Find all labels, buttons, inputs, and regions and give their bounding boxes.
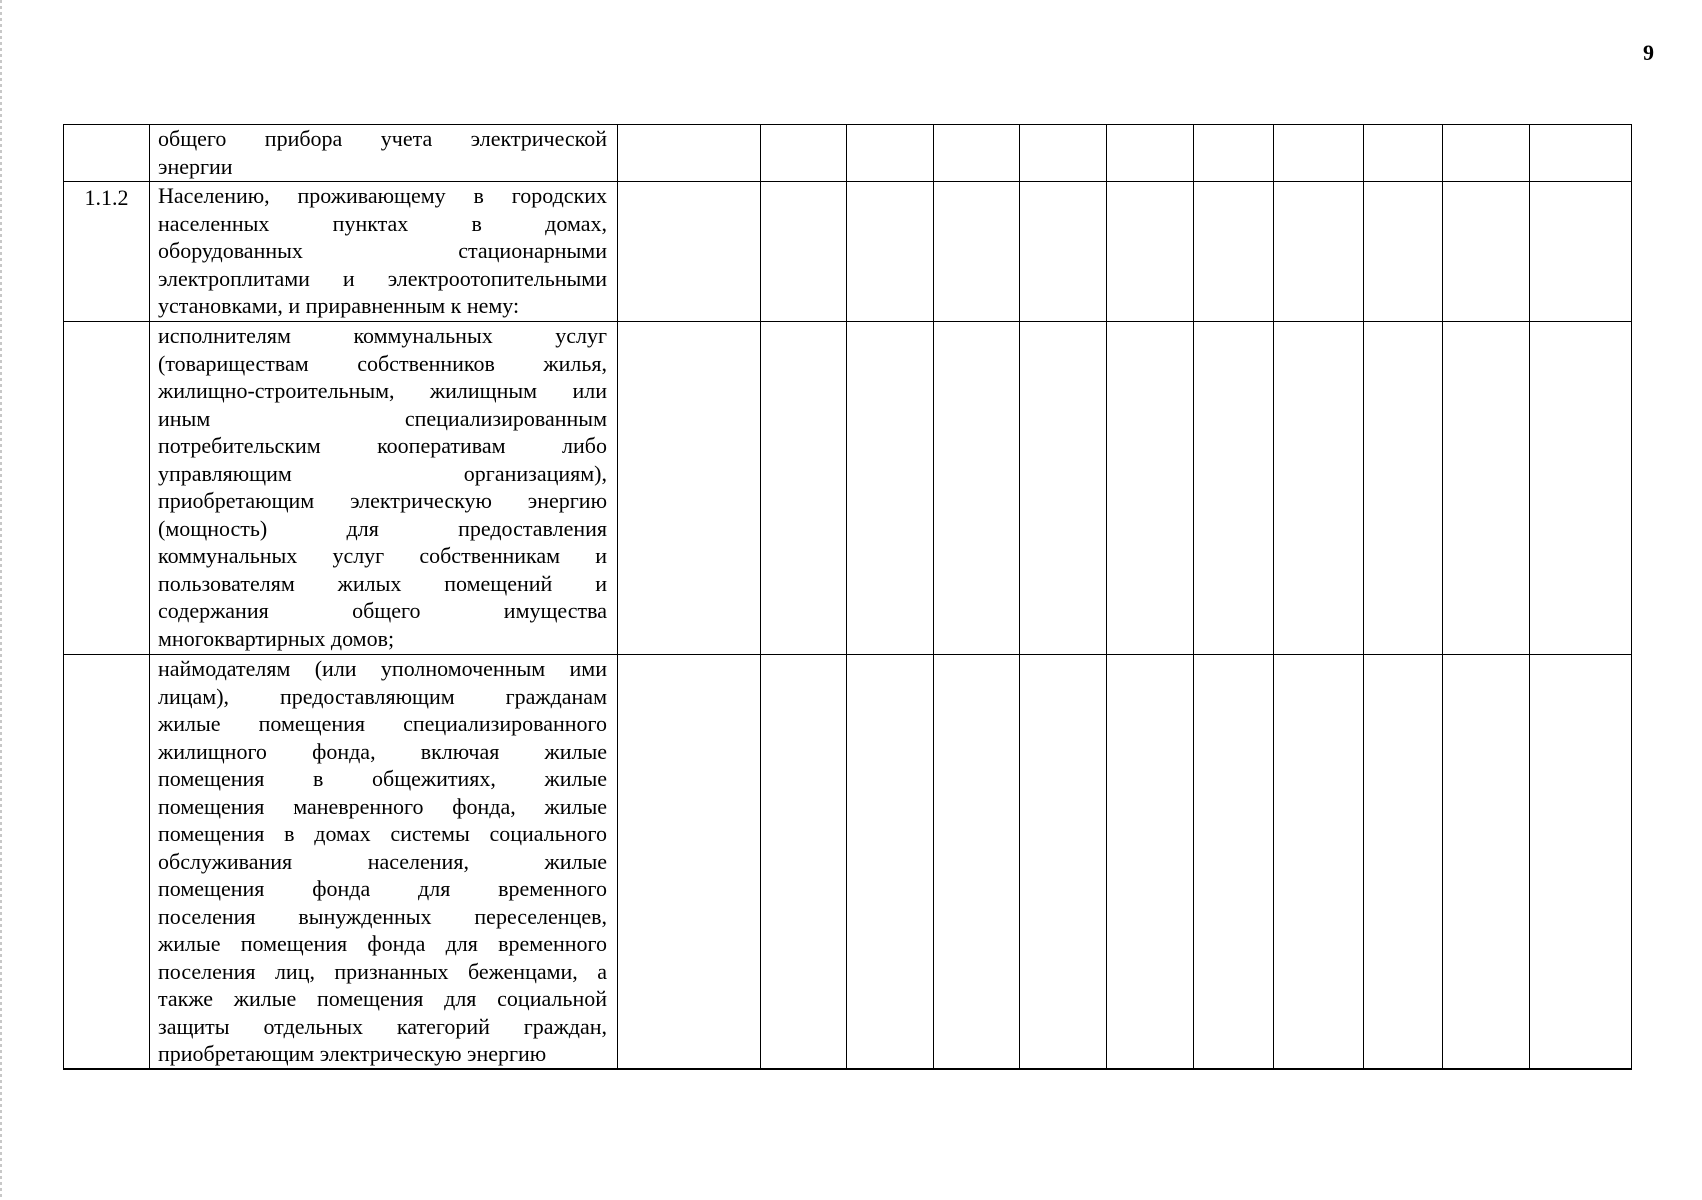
empty-value-cell (1194, 182, 1274, 322)
description-line: Населению, проживающему в городских (158, 183, 607, 208)
tariff-table (63, 124, 1632, 1070)
empty-value-cell (1274, 182, 1364, 322)
empty-value-cell (847, 655, 934, 1069)
description-line: коммунальных услуг собственникам и (158, 543, 607, 568)
empty-value-cell (1274, 125, 1364, 182)
empty-value-cell (618, 182, 761, 322)
description-line: наймодателям (или уполномоченным ими (158, 656, 607, 681)
description-line: оборудованных стационарными (158, 238, 607, 263)
empty-value-cell (1530, 655, 1632, 1069)
empty-value-cell (1107, 655, 1194, 1069)
description-line: обслуживания населения, жилые (158, 848, 607, 874)
description-line: приобретающим электрическую энергию (158, 488, 607, 513)
description-line: населенных пунктах в домах, (158, 210, 607, 236)
row-description-cell (150, 182, 618, 322)
scan-edge (0, 0, 2, 1200)
description-line: помещения маневренного фонда, жилые (158, 793, 607, 819)
empty-value-cell (1364, 182, 1443, 322)
description-line: жилые помещения фонда для временного (158, 931, 607, 956)
empty-value-cell (1020, 182, 1107, 322)
empty-value-cell (1274, 655, 1364, 1069)
description-line: общего прибора учета электрической (158, 126, 607, 151)
description-line: помещения в общежитиях, жилые (158, 766, 607, 791)
empty-value-cell (1364, 322, 1443, 655)
table-row (64, 322, 1632, 655)
description-line: помещения фонда для временного (158, 876, 607, 901)
empty-value-cell (1443, 182, 1530, 322)
description-line: приобретающим электрическую энергию (158, 1041, 547, 1066)
empty-value-cell (618, 322, 761, 655)
empty-value-cell (1443, 655, 1530, 1069)
description-line: помещения в домах системы социального (158, 821, 607, 846)
empty-value-cell (761, 322, 847, 655)
description-line: (товариществам собственников жилья, (158, 350, 607, 376)
empty-value-cell (847, 322, 934, 655)
empty-value-cell (761, 655, 847, 1069)
row-number-cell (64, 125, 150, 182)
description-line: многоквартирных домов; (158, 625, 395, 651)
empty-value-cell (1107, 125, 1194, 182)
empty-value-cell (1530, 322, 1632, 655)
description-line: пользователям жилых помещений и (158, 570, 607, 596)
empty-value-cell (1274, 322, 1364, 655)
description-line: энергии (158, 153, 233, 179)
table-row (64, 182, 1632, 322)
empty-value-cell (1364, 655, 1443, 1069)
description-line: электроплитами и электроотопительными (158, 265, 607, 291)
description-line: исполнителям коммунальных услуг (158, 323, 607, 348)
description-line: поселения вынужденных переселенцев, (158, 903, 607, 929)
empty-value-cell (618, 125, 761, 182)
empty-value-cell (1364, 125, 1443, 182)
empty-value-cell (1530, 182, 1632, 322)
empty-value-cell (934, 322, 1020, 655)
description-line: поселения лиц, признанных беженцами, а (158, 958, 607, 984)
description-line: лицам), предоставляющим гражданам (158, 683, 607, 709)
empty-value-cell (1107, 182, 1194, 322)
empty-value-cell (1194, 655, 1274, 1069)
empty-value-cell (847, 182, 934, 322)
description-line: (мощность) для предоставления (158, 515, 607, 541)
empty-value-cell (618, 655, 761, 1069)
empty-value-cell (1107, 322, 1194, 655)
row-description-cell (150, 322, 618, 655)
description-line: установками, и приравненным к нему: (158, 293, 520, 318)
description-line: иным специализированным (158, 405, 607, 431)
table-row (64, 125, 1632, 182)
empty-value-cell (1194, 125, 1274, 182)
empty-value-cell (847, 125, 934, 182)
empty-value-cell (1194, 322, 1274, 655)
empty-value-cell (1020, 125, 1107, 182)
description-line: содержания общего имущества (158, 598, 607, 623)
empty-value-cell (1020, 655, 1107, 1069)
description-line: жилищно-строительным, жилищным или (158, 378, 607, 403)
row-number-cell (64, 655, 150, 1069)
description-line: жилищного фонда, включая жилые (158, 738, 607, 764)
empty-value-cell (934, 182, 1020, 322)
row-number-cell (64, 322, 150, 655)
empty-value-cell (1443, 125, 1530, 182)
description-line: защиты отдельных категорий граждан, (158, 1013, 607, 1039)
row-description-cell (150, 125, 618, 182)
empty-value-cell (934, 125, 1020, 182)
empty-value-cell (1020, 322, 1107, 655)
empty-value-cell (934, 655, 1020, 1069)
empty-value-cell (1443, 322, 1530, 655)
description-line: потребительским кооперативам либо (158, 433, 607, 458)
description-line: управляющим организациям), (158, 460, 607, 486)
empty-value-cell (1530, 125, 1632, 182)
row-number-cell: 1.1.2 (64, 182, 150, 322)
description-line: жилые помещения специализированного (158, 711, 607, 736)
description-line: также жилые помещения для социальной (158, 986, 607, 1011)
table-row (64, 655, 1632, 1069)
row-description-cell (150, 655, 618, 1069)
page-number: 9 (1643, 40, 1654, 65)
table-body (64, 125, 1632, 1069)
empty-value-cell (761, 182, 847, 322)
empty-value-cell (761, 125, 847, 182)
